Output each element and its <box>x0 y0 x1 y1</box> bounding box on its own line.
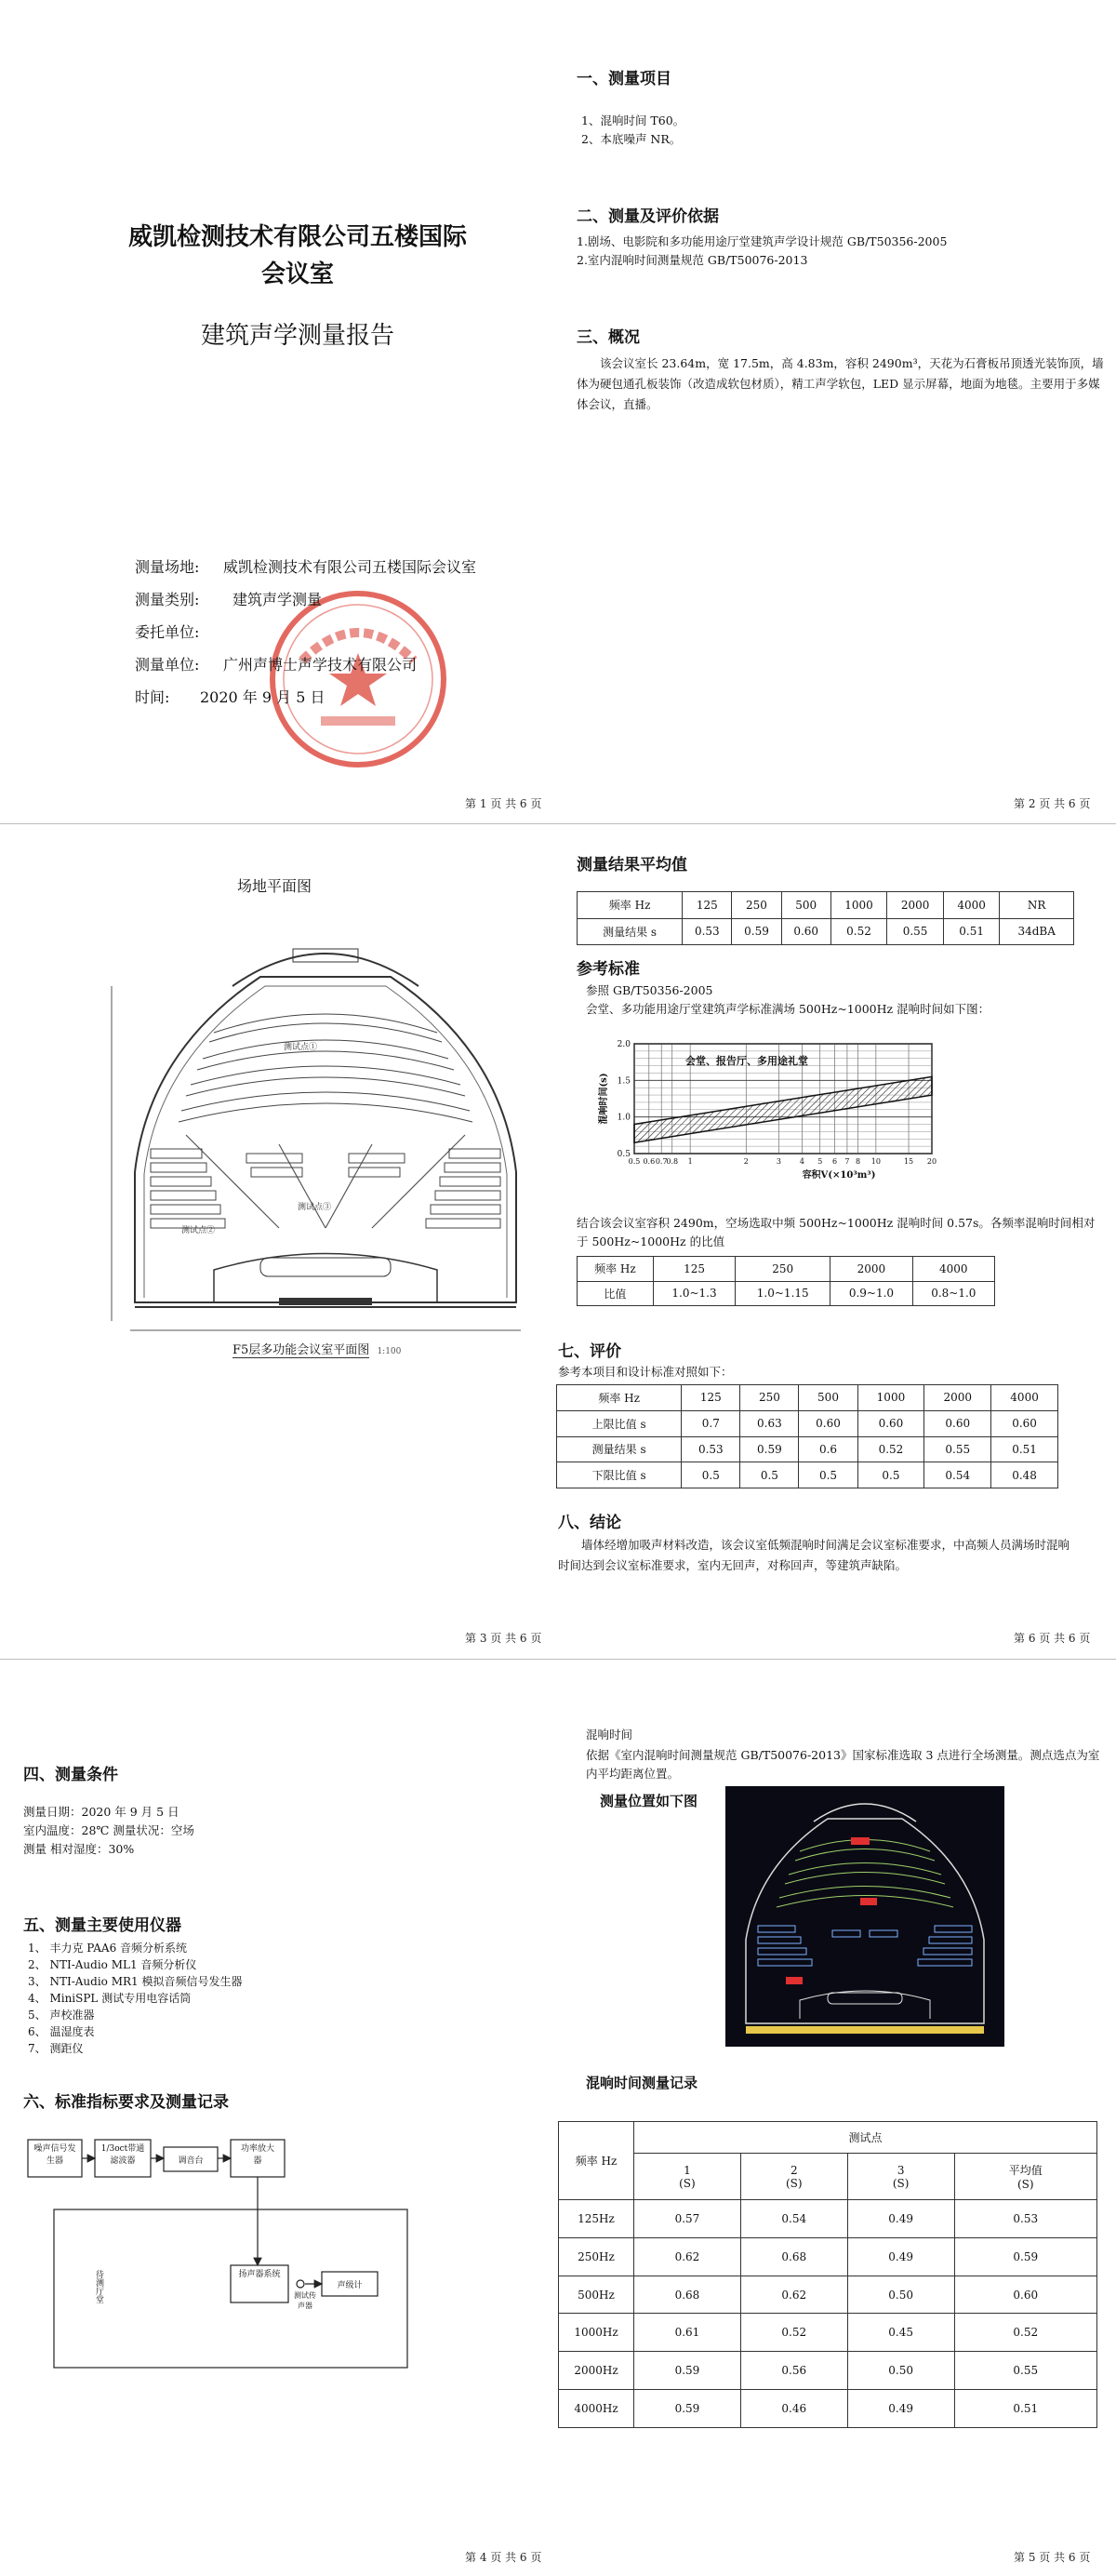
page-number-1: 第 1 页 共 6 页 <box>465 797 542 810</box>
avg-title: 测量结果平均值 <box>577 856 687 874</box>
s6-title: 六、标准指标要求及测量记录 <box>23 2093 229 2112</box>
x-tick-label: 1 <box>687 1157 693 1166</box>
s8-title: 八、结论 <box>558 1514 621 1532</box>
p5-intro-text: 依据《室内混响时间测量规范 GB/T50076-2013》国家标准选取 3 点进行全场测量。测点选点为室内平均距离位置。 <box>586 1748 1100 1781</box>
s2-item: 1.剧场、电影院和多功能用途厅堂建筑声学设计规范 GB/T50356-2005 <box>577 234 948 248</box>
cover-title <box>93 219 502 293</box>
test-point-1-label: 测试点① <box>284 1043 318 1052</box>
cover-title-line1: 威凯检测技术有限公司五楼国际 <box>127 223 467 251</box>
x-axis-label: 容积V(×10³m³) <box>802 1170 876 1181</box>
test-hall-label: 待测厅堂 <box>94 2270 103 2303</box>
avg-result-table <box>577 891 1074 945</box>
instrument-item: 3、 NTI-Audio MR1 模拟音频信号发生器 <box>28 1975 243 1988</box>
s4-lines <box>23 1803 194 1859</box>
s2-title: 二、测量及评价依据 <box>577 207 719 226</box>
s4-line: 测量 相对湿度：30% <box>23 1842 135 1856</box>
s4-title: 四、测量条件 <box>23 1766 118 1784</box>
floor-plan-caption: F5层多功能会议室平面图 1:100 <box>232 1343 402 1357</box>
mixer-box-label: 调音台 <box>178 2156 204 2166</box>
s7-title: 七、评价 <box>558 1342 621 1361</box>
p5-intro-title: 混响时间 <box>586 1728 633 1742</box>
pos-title: 测量位置如下图 <box>600 1793 698 1809</box>
s1-item: 2、本底噪声 NR。 <box>581 132 682 146</box>
y-tick-label: 0.5 <box>617 1150 631 1159</box>
sound-level-meter-label: 声级计 <box>337 2281 363 2290</box>
y-tick-label: 1.0 <box>617 1113 631 1123</box>
s3-text: 该会议室长 23.64m，宽 17.5m，高 4.83m，容积 2490m³，天花为石膏板吊顶透光装饰顶，墙体为硬包通孔板装饰（改造成软包材质），精工声学软包，LED 显示屏幕，地面为地毯。主要用于多媒体会议，直播。 <box>577 356 1104 411</box>
instrument-item: 4、 MiniSPL 测试专用电容话筒 <box>28 1992 192 2005</box>
speaker-system-box: 扬声器系统 <box>238 2270 281 2279</box>
x-tick-label: 4 <box>799 1157 804 1166</box>
s1-item: 1、混响时间 T60。 <box>581 113 685 127</box>
table-row: 频率 Hz 125 250 500 1000 2000 4000 <box>557 1385 1058 1411</box>
test-microphone-label: 测试传声器 <box>294 2291 316 2310</box>
page-number-5: 第 5 页 共 6 页 <box>1014 2551 1091 2564</box>
info-row-client: 委托单位: <box>135 623 200 641</box>
table-row: 上限比值 s 0.7 0.63 0.60 0.60 0.60 0.60 <box>557 1410 1058 1436</box>
ref-text <box>586 981 990 1019</box>
bandpass-filter-box: 1/3oct带通滤波器 <box>100 2144 145 2166</box>
rt-record-table <box>558 2121 1097 2428</box>
cover-title-line2: 会议室 <box>260 260 334 288</box>
x-tick-label: 2 <box>743 1157 749 1166</box>
x-tick-label: 0.6 <box>643 1157 656 1166</box>
info-row-site: 测量场地: 威凯检测技术有限公司五楼国际会议室 <box>135 558 477 576</box>
test-point-3-label: 测试点③ <box>298 1203 332 1212</box>
page-divider <box>0 823 1116 824</box>
s1-title: 一、测量项目 <box>577 70 671 88</box>
ref-title: 参考标准 <box>577 960 640 979</box>
instrument-item: 2、 NTI-Audio ML1 音频分析仪 <box>28 1958 197 1971</box>
evaluation-table <box>556 1384 1058 1488</box>
s3-title: 三、概况 <box>577 328 640 347</box>
y-tick-label: 2.0 <box>617 1040 631 1049</box>
s4-line: 测量日期：2020 年 9 月 5 日 <box>23 1805 179 1819</box>
floor-plan-drawing <box>93 930 549 1340</box>
page-number-2: 第 2 页 共 6 页 <box>1014 797 1091 810</box>
table-row: 2000Hz 0.59 0.56 0.50 0.55 <box>559 2352 1097 2390</box>
test-point-2-label: 测试点② <box>181 1226 216 1235</box>
table-row: 下限比值 s 0.5 0.5 0.5 0.5 0.54 0.48 <box>557 1462 1058 1488</box>
table-row: 4000Hz 0.59 0.46 0.49 0.51 <box>559 2390 1097 2428</box>
table-row: 1 (S) 2 (S) 3 (S) 平均值 (S) <box>559 2154 1097 2200</box>
x-tick-label: 5 <box>817 1157 823 1166</box>
measurement-position-plan <box>725 1786 1004 2047</box>
page-number-3: 第 3 页 共 6 页 <box>465 1632 542 1645</box>
s4-line: 室内温度：28℃ 测量状况：空场 <box>23 1823 194 1837</box>
s5-items <box>28 1940 242 2057</box>
x-tick-label: 20 <box>926 1157 937 1166</box>
measurement-system-diagram <box>26 2130 454 2372</box>
table-row: 125Hz 0.57 0.54 0.49 0.53 <box>559 2200 1097 2238</box>
table-row: 测量结果 s 0.53 0.59 0.60 0.52 0.55 0.51 34dBA <box>578 918 1074 945</box>
instrument-item: 6、 温湿度表 <box>28 2025 95 2038</box>
noise-generator-box: 噪声信号发生器 <box>33 2144 76 2166</box>
x-tick-label: 0.5 <box>628 1157 641 1166</box>
x-tick-label: 0.7 <box>655 1157 668 1166</box>
x-tick-label: 7 <box>844 1157 850 1166</box>
rec-title: 混响时间测量记录 <box>586 2075 698 2091</box>
y-tick-label: 1.5 <box>617 1076 631 1087</box>
table-row: 250Hz 0.62 0.68 0.49 0.59 <box>559 2237 1097 2276</box>
x-tick-label: 0.8 <box>666 1157 679 1166</box>
s2-items <box>577 233 947 270</box>
info-row-category: 测量类别: 建筑声学测量 <box>135 591 323 608</box>
power-amplifier-box: 功率放大器 <box>240 2144 274 2166</box>
table-row: 比值 1.0~1.3 1.0~1.15 0.9~1.0 0.8~1.0 <box>578 1281 995 1306</box>
x-tick-label: 3 <box>776 1157 781 1166</box>
s8-text: 墙体经增加吸声材料改造，该会议室低频混响时间满足会议室标准要求，中高频人员满场时混响时间达到会议室标准要求，室内无回声，对称回声，等建筑声缺陷。 <box>558 1538 1070 1572</box>
page-divider <box>0 1659 1116 1660</box>
instrument-item: 7、 测距仪 <box>28 2042 84 2055</box>
ratio-table <box>577 1256 995 1306</box>
s1-items <box>581 112 684 149</box>
instrument-item: 5、 声校准器 <box>28 2009 95 2022</box>
ref-line: 参照 GB/T50356-2005 <box>586 983 713 997</box>
reference-rt-chart <box>595 1033 986 1191</box>
page-number-4: 第 4 页 共 6 页 <box>465 2551 542 2564</box>
table-row: 频率 Hz 125 250 500 1000 2000 4000 NR <box>578 892 1074 919</box>
y-axis-label: 混响时间(s) <box>599 1073 609 1125</box>
s7-intro: 参考本项目和设计标准对照如下： <box>558 1365 733 1379</box>
table-row: 1000Hz 0.61 0.52 0.45 0.52 <box>559 2314 1097 2352</box>
info-row-unit: 测量单位: 广州声博士声学技术有限公司 <box>135 656 418 674</box>
instrument-item: 1、 丰力克 PAA6 音频分析系统 <box>28 1942 188 1955</box>
chart-title: 会堂、报告厅、多用途礼堂 <box>685 1055 808 1067</box>
floor-plan-title: 场地平面图 <box>237 877 312 895</box>
page-number-6: 第 6 页 共 6 页 <box>1014 1632 1091 1645</box>
x-tick-label: 8 <box>855 1157 861 1166</box>
s5-title: 五、测量主要使用仪器 <box>23 1916 181 1935</box>
s2-item: 2.室内混响时间测量规范 GB/T50076-2013 <box>577 253 808 267</box>
x-tick-label: 15 <box>903 1157 914 1166</box>
cover-subtitle: 建筑声学测量报告 <box>200 322 394 350</box>
ref-paragraph: 结合该会议室容积 2490m，空场选取中频 500Hz~1000Hz 混响时间 0.57s。各频率混响时间相对于 500Hz~1000Hz 的比值 <box>577 1216 1096 1248</box>
x-tick-label: 10 <box>870 1157 881 1166</box>
table-row: 频率 Hz 测试点 <box>559 2122 1097 2154</box>
cover-info <box>135 551 476 714</box>
table-row: 500Hz 0.68 0.62 0.50 0.60 <box>559 2276 1097 2314</box>
x-tick-label: 6 <box>832 1157 838 1166</box>
info-row-date: 时间: 2020 年 9 月 5 日 <box>135 688 326 706</box>
ref-line: 会堂、多功能用途厅堂建筑声学标准满场 500Hz~1000Hz 混响时间如下图： <box>586 1002 990 1016</box>
table-row: 测量结果 s 0.53 0.59 0.6 0.52 0.55 0.51 <box>557 1436 1058 1462</box>
table-row: 频率 Hz 125 250 2000 4000 <box>578 1257 995 1282</box>
